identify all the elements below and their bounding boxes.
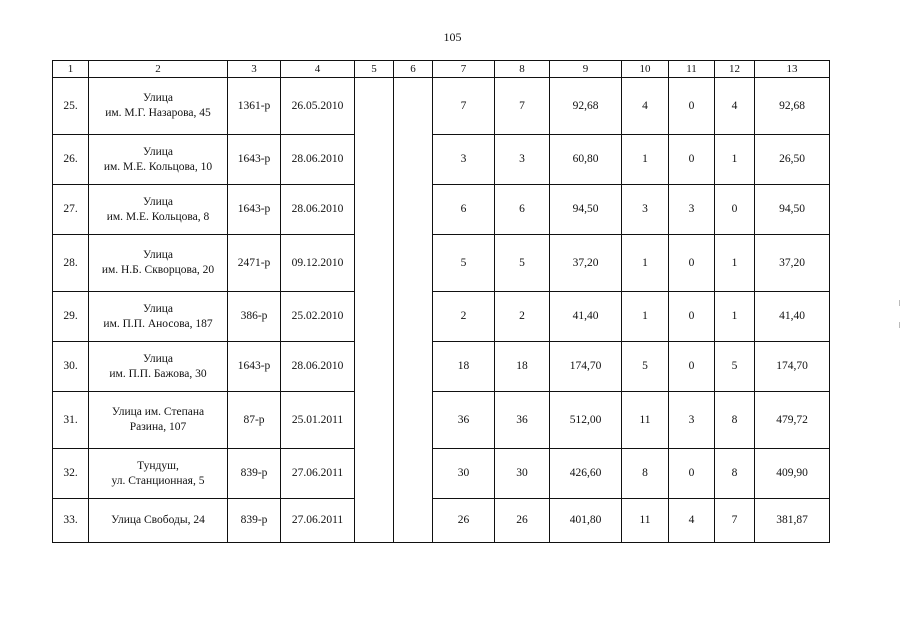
table-row bbox=[53, 392, 830, 449]
col10-value: 1 bbox=[622, 292, 669, 342]
col10-value: 8 bbox=[622, 449, 669, 499]
blank-cell bbox=[394, 342, 433, 392]
col8-value: 36 bbox=[495, 392, 550, 449]
col7-value: 18 bbox=[433, 342, 495, 392]
column-header: 2 bbox=[89, 61, 228, 78]
blank-cell bbox=[355, 449, 394, 499]
col11-value: 0 bbox=[669, 292, 715, 342]
address-line-2: Разина, 107 bbox=[129, 421, 187, 433]
col8-value: 2 bbox=[495, 292, 550, 342]
order-number: 1643-р bbox=[228, 342, 281, 392]
column-header: 3 bbox=[228, 61, 281, 78]
order-number: 1643-р bbox=[228, 185, 281, 235]
address-line-2: им. П.П. Аносова, 187 bbox=[103, 317, 213, 330]
col8-value: 26 bbox=[495, 499, 550, 543]
col7-value: 36 bbox=[433, 392, 495, 449]
table-row bbox=[53, 342, 830, 392]
address-cell bbox=[89, 342, 228, 392]
col11-value: 3 bbox=[669, 185, 715, 235]
area-value: 409,90 bbox=[755, 449, 830, 499]
address-cell bbox=[89, 499, 228, 543]
address-line-2: им. М.Е. Кольцова, 8 bbox=[106, 210, 210, 223]
area-value: 26,50 bbox=[755, 135, 830, 185]
order-number: 2471-р bbox=[228, 235, 281, 292]
row-number: 28. bbox=[53, 235, 89, 292]
order-date: 26.05.2010 bbox=[281, 78, 355, 135]
col11-value: 0 bbox=[669, 449, 715, 499]
blank-cell bbox=[394, 185, 433, 235]
address-line-1: Улица bbox=[143, 302, 173, 315]
col11-value: 0 bbox=[669, 235, 715, 292]
order-date: 27.06.2011 bbox=[281, 449, 355, 499]
col10-value: 5 bbox=[622, 342, 669, 392]
row-number: 26. bbox=[53, 135, 89, 185]
col7-value: 26 bbox=[433, 499, 495, 543]
table-row bbox=[53, 78, 830, 135]
col8-value: 3 bbox=[495, 135, 550, 185]
area-total: 92,68 bbox=[550, 78, 622, 135]
address-line-1: Улица Свободы, 24 bbox=[111, 514, 205, 526]
blank-cell bbox=[355, 235, 394, 292]
order-number: 839-р bbox=[228, 499, 281, 543]
area-value: 37,20 bbox=[755, 235, 830, 292]
column-header: 6 bbox=[394, 61, 433, 78]
blank-cell bbox=[394, 292, 433, 342]
column-header: 9 bbox=[550, 61, 622, 78]
row-number: 31. bbox=[53, 392, 89, 449]
address-cell bbox=[89, 185, 228, 235]
table-row bbox=[53, 499, 830, 543]
col10-value: 11 bbox=[622, 499, 669, 543]
col7-value: 2 bbox=[433, 292, 495, 342]
blank-cell bbox=[355, 392, 394, 449]
table-row bbox=[53, 135, 830, 185]
address-line-2: ул. Станционная, 5 bbox=[111, 474, 205, 487]
blank-cell bbox=[355, 135, 394, 185]
address-line-2: им. М.Е. Кольцова, 10 bbox=[103, 160, 213, 173]
address-line-1: Тундуш, bbox=[137, 459, 179, 472]
col12-value: 8 bbox=[715, 449, 755, 499]
col10-value: 1 bbox=[622, 135, 669, 185]
col11-value: 4 bbox=[669, 499, 715, 543]
address-cell bbox=[89, 449, 228, 499]
row-number: 32. bbox=[53, 449, 89, 499]
blank-cell bbox=[355, 499, 394, 543]
blank-cell bbox=[394, 449, 433, 499]
order-number: 386-р bbox=[228, 292, 281, 342]
address-line-2: им. М.Г. Назарова, 45 bbox=[105, 107, 211, 119]
col10-value: 4 bbox=[622, 78, 669, 135]
column-header: 5 bbox=[355, 61, 394, 78]
col8-value: 7 bbox=[495, 78, 550, 135]
area-total: 401,80 bbox=[550, 499, 622, 543]
table-row bbox=[53, 449, 830, 499]
col11-value: 3 bbox=[669, 392, 715, 449]
col7-value: 30 bbox=[433, 449, 495, 499]
col8-value: 5 bbox=[495, 235, 550, 292]
area-value: 41,40 bbox=[755, 292, 830, 342]
page-number: 105 bbox=[443, 30, 462, 44]
address-cell bbox=[89, 78, 228, 135]
address-cell bbox=[89, 235, 228, 292]
margin-mark bbox=[899, 322, 900, 328]
margin-mark bbox=[899, 300, 900, 306]
column-header: 11 bbox=[669, 61, 715, 78]
table-row bbox=[53, 185, 830, 235]
col8-value: 30 bbox=[495, 449, 550, 499]
blank-cell bbox=[355, 78, 394, 135]
column-header: 1 bbox=[53, 61, 89, 78]
col11-value: 0 bbox=[669, 135, 715, 185]
order-date: 25.01.2011 bbox=[281, 392, 355, 449]
col10-value: 3 bbox=[622, 185, 669, 235]
blank-cell bbox=[394, 78, 433, 135]
blank-cell bbox=[355, 342, 394, 392]
col8-value: 6 bbox=[495, 185, 550, 235]
row-number: 30. bbox=[53, 342, 89, 392]
order-date: 09.12.2010 bbox=[281, 235, 355, 292]
order-number: 1361-р bbox=[228, 78, 281, 135]
table-row bbox=[53, 235, 830, 292]
address-line-1: Улица bbox=[143, 249, 173, 261]
blank-cell bbox=[394, 235, 433, 292]
column-header: 4 bbox=[281, 61, 355, 78]
col7-value: 7 bbox=[433, 78, 495, 135]
area-total: 94,50 bbox=[550, 185, 622, 235]
housing-register-table bbox=[52, 60, 830, 543]
address-line-1: Улица bbox=[143, 92, 173, 104]
column-header: 7 bbox=[433, 61, 495, 78]
col12-value: 5 bbox=[715, 342, 755, 392]
blank-cell bbox=[394, 499, 433, 543]
row-number: 33. bbox=[53, 499, 89, 543]
col12-value: 0 bbox=[715, 185, 755, 235]
blank-cell bbox=[355, 292, 394, 342]
col7-value: 6 bbox=[433, 185, 495, 235]
col8-value: 18 bbox=[495, 342, 550, 392]
order-number: 1643-р bbox=[228, 135, 281, 185]
col11-value: 0 bbox=[669, 342, 715, 392]
col7-value: 5 bbox=[433, 235, 495, 292]
blank-cell bbox=[355, 185, 394, 235]
address-line-1: Улица bbox=[143, 195, 173, 208]
address-line-2: им. П.П. Бажова, 30 bbox=[109, 367, 207, 380]
col10-value: 11 bbox=[622, 392, 669, 449]
col12-value: 1 bbox=[715, 292, 755, 342]
order-date: 28.06.2010 bbox=[281, 135, 355, 185]
area-total: 174,70 bbox=[550, 342, 622, 392]
column-header: 8 bbox=[495, 61, 550, 78]
column-number-header bbox=[53, 61, 830, 78]
order-date: 27.06.2011 bbox=[281, 499, 355, 543]
row-number: 29. bbox=[53, 292, 89, 342]
column-header: 13 bbox=[755, 61, 830, 78]
address-line-1: Улица bbox=[143, 145, 173, 158]
col12-value: 1 bbox=[715, 135, 755, 185]
col12-value: 7 bbox=[715, 499, 755, 543]
area-value: 381,87 bbox=[755, 499, 830, 543]
address-line-1: Улица им. Степана bbox=[111, 406, 205, 418]
order-date: 28.06.2010 bbox=[281, 342, 355, 392]
order-date: 25.02.2010 bbox=[281, 292, 355, 342]
col12-value: 1 bbox=[715, 235, 755, 292]
area-total: 426,60 bbox=[550, 449, 622, 499]
column-header: 10 bbox=[622, 61, 669, 78]
address-cell bbox=[89, 392, 228, 449]
area-total: 512,00 bbox=[550, 392, 622, 449]
order-number: 839-р bbox=[228, 449, 281, 499]
row-number: 25. bbox=[53, 78, 89, 135]
col11-value: 0 bbox=[669, 78, 715, 135]
address-cell bbox=[89, 292, 228, 342]
address-line-2: им. Н.Б. Скворцова, 20 bbox=[101, 264, 215, 276]
blank-cell bbox=[394, 135, 433, 185]
col12-value: 4 bbox=[715, 78, 755, 135]
col12-value: 8 bbox=[715, 392, 755, 449]
area-total: 60,80 bbox=[550, 135, 622, 185]
area-total: 37,20 bbox=[550, 235, 622, 292]
address-line-1: Улица bbox=[143, 352, 173, 365]
order-date: 28.06.2010 bbox=[281, 185, 355, 235]
column-header: 12 bbox=[715, 61, 755, 78]
area-value: 92,68 bbox=[755, 78, 830, 135]
table-row bbox=[53, 292, 830, 342]
area-value: 94,50 bbox=[755, 185, 830, 235]
area-total: 41,40 bbox=[550, 292, 622, 342]
blank-cell bbox=[394, 392, 433, 449]
row-number: 27. bbox=[53, 185, 89, 235]
col7-value: 3 bbox=[433, 135, 495, 185]
area-value: 479,72 bbox=[755, 392, 830, 449]
address-cell bbox=[89, 135, 228, 185]
order-number: 87-р bbox=[228, 392, 281, 449]
col10-value: 1 bbox=[622, 235, 669, 292]
area-value: 174,70 bbox=[755, 342, 830, 392]
